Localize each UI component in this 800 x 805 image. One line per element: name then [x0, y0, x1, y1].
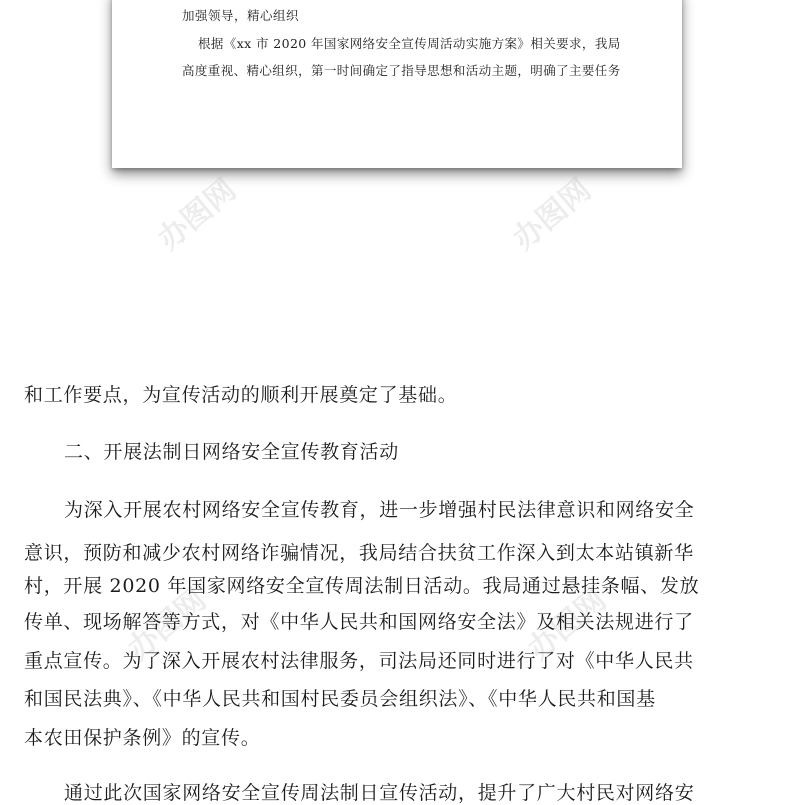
- document-preview-card: [112, 0, 682, 168]
- card-heading: 加强领导，精心组织: [182, 8, 300, 23]
- card-paragraph-line-2: 高度重视、精心组织，第一时间确定了指导思想和活动主题，明确了主要任务: [182, 63, 621, 78]
- body-line: 和国民法典》、《中华人民共和国村民委员会组织法》、《中华人民共和国基: [24, 688, 656, 710]
- body-line: 重点宣传。为了深入开展农村法律服务，司法局还同时进行了对《中华人民共: [24, 650, 694, 672]
- body-line: 村，开展 2020 年国家网络安全宣传周法制日活动。我局通过悬挂条幅、发放: [24, 575, 700, 597]
- section-heading: 二、开展法制日网络安全宣传教育活动: [64, 441, 399, 463]
- card-paragraph-line-1: 根据《xx 市 2020 年国家网络安全宣传周活动实施方案》相关要求，我局: [198, 36, 621, 51]
- watermark-text: 办图网: [121, 582, 213, 668]
- body-line: 为深入开展农村网络安全宣传教育，进一步增强村民法律意识和网络安全: [64, 499, 695, 521]
- body-line: 传单、现场解答等方式，对《中华人民共和国网络安全法》及相关法规进行了: [24, 611, 694, 633]
- body-line: 通过此次国家网络安全宣传周法制日宣传活动，提升了广大村民对网络安: [64, 782, 695, 804]
- body-line: 和工作要点，为宣传活动的顺利开展奠定了基础。: [24, 384, 458, 406]
- body-line: 意识，预防和减少农村网络诈骗情况，我局结合扶贫工作深入到太本站镇新华: [24, 542, 694, 564]
- watermark-text: 办图网: [151, 172, 243, 258]
- watermark-text: 办图网: [521, 582, 613, 668]
- watermark-text: 办图网: [506, 172, 598, 258]
- document-body: [0, 366, 800, 804]
- body-line: 本农田保护条例》的宣传。: [24, 727, 261, 749]
